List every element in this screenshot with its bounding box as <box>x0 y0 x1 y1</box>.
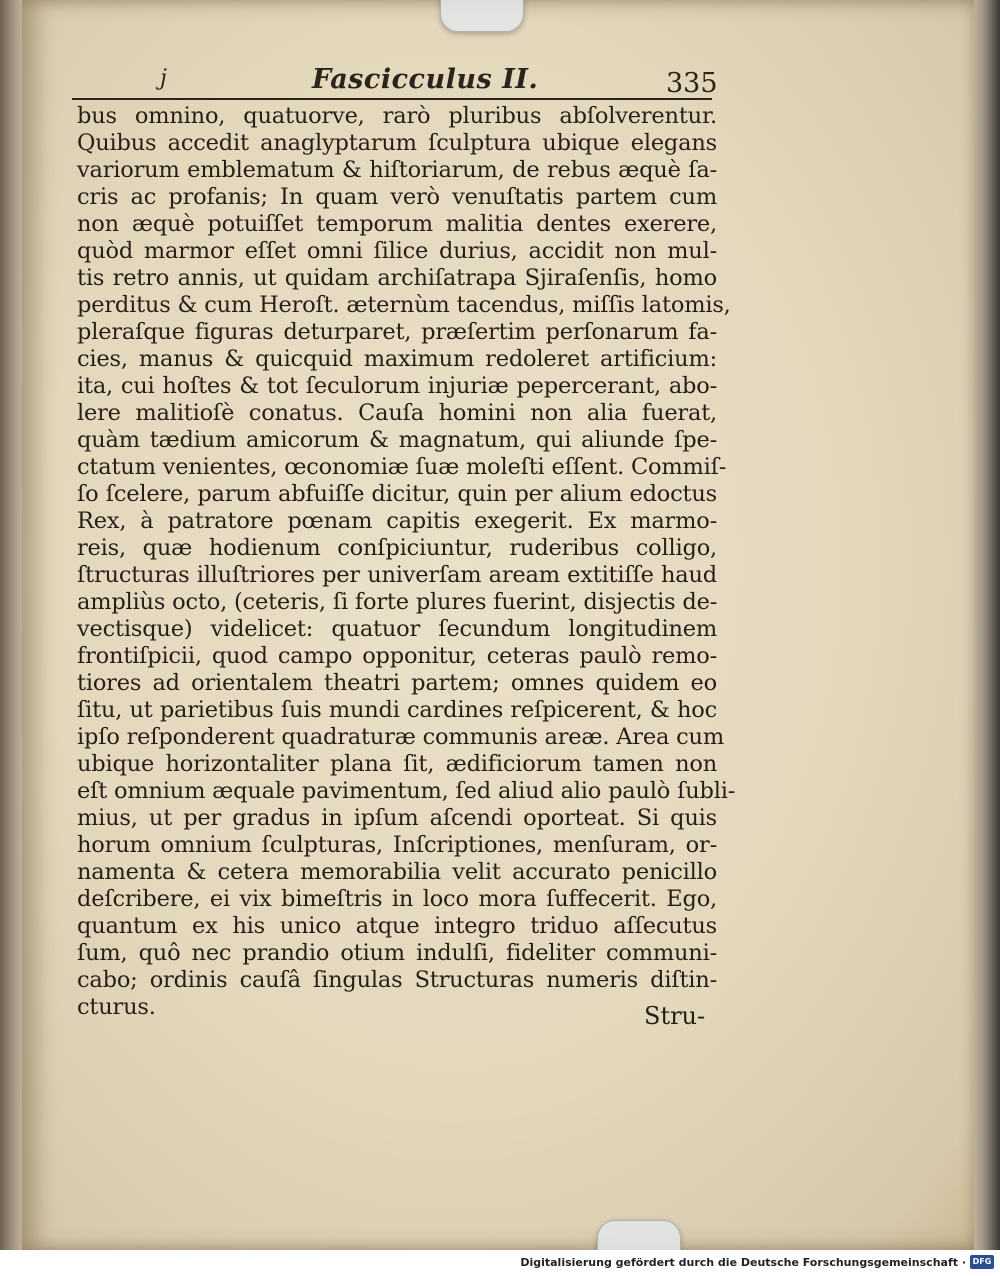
text-line: variorum emblematum & hiſtoriarum, de rebus æquè ſa- <box>77 157 717 183</box>
text-line: ita, cui hoſtes & tot ſeculorum injuriæ pepercerant, abo- <box>77 373 717 399</box>
text-line: reis, quæ hodienum conſpiciuntur, ruderibus colligo, <box>77 535 717 561</box>
text-line: ubique horizontaliter plana ſit, ædificiorum tamen non <box>77 751 717 777</box>
text-line: namenta & cetera memorabilia velit accurato penicillo <box>77 859 717 885</box>
top-clip <box>440 0 524 32</box>
running-head-title: Fascicculus II. <box>312 64 539 95</box>
text-line: ſtructuras illuſtriores per univerſam aream extitiſſe haud <box>77 562 717 588</box>
text-line: cris ac profanis; In quam verò venuſtatis partem cum <box>77 184 717 210</box>
body-text <box>77 103 736 1021</box>
text-line: Quibus accedit anaglyptarum ſculptura ubique elegans <box>77 130 717 156</box>
text-line: cabo; ordinis cauſâ ſingulas Structuras numeris diſtin- <box>77 967 717 993</box>
text-line: Rex, à patratore pœnam capitis exegerit. Ex marmo- <box>77 508 717 534</box>
text-line: horum omnium ſculpturas, Inſcriptiones, menſuram, or- <box>77 832 717 858</box>
running-head-mark: j <box>160 66 167 91</box>
page-edge-shadow <box>974 0 1000 1250</box>
text-line: mius, ut per gradus in ipſum aſcendi oporteat. Si quis <box>77 805 717 831</box>
text-line: ſo ſcelere, parum abfuiſſe dicitur, quin per alium edoctus <box>77 481 717 507</box>
text-line: eſt omnium æquale pavimentum, ſed aliud alio paulò ſubli- <box>77 778 736 804</box>
text-line: tis retro annis, ut quidam archiſatrapa Sjiraſenſis, homo <box>77 265 717 291</box>
text-line: frontiſpicii, quod campo opponitur, ceteras paulò remo- <box>77 643 717 669</box>
text-line: cturus. <box>77 994 156 1020</box>
text-line: pleraſque figuras deturparet, præſertim perſonarum fa- <box>77 319 717 345</box>
text-line: quàm tædium amicorum & magnatum, qui aliunde ſpe- <box>77 427 717 453</box>
text-line: ipſo reſponderent quadraturæ communis areæ. Area cum <box>77 724 724 750</box>
text-line: vectisque) videlicet: quatuor ſecundum longitudinem <box>77 616 717 642</box>
text-line: cies, manus & quicquid maximum redoleret artificium: <box>77 346 717 372</box>
text-line: ſitu, ut parietibus ſuis mundi cardines reſpicerent, & hoc <box>77 697 717 723</box>
dfg-logo: DFG <box>970 1255 994 1269</box>
text-line: quòd marmor eſſet omni ſilice durius, accidit non mul- <box>77 238 717 264</box>
text-line: ctatum venientes, œconomiæ ſuæ moleſti eſſent. Commiſ- <box>77 454 727 480</box>
catchword: Stru- <box>644 1002 706 1030</box>
text-line: non æquè potuiſſet temporum malitia dentes exerere, <box>77 211 717 237</box>
text-line: tiores ad orientalem theatri partem; omnes quidem eo <box>77 670 717 696</box>
funding-note: Digitalisierung gefördert durch die Deutsche Forschungsgemeinschaft · <box>520 1256 966 1269</box>
page-number: 335 <box>666 68 718 99</box>
book-page <box>22 0 978 1250</box>
text-line: lere malitioſè conatus. Cauſa homini non alia fuerat, <box>77 400 717 426</box>
text-line: bus omnino, quatuorve, rarò pluribus abſolverentur. <box>77 103 717 129</box>
text-line: quantum ex his unico atque integro triduo aſſecutus <box>77 913 717 939</box>
running-head <box>130 62 718 100</box>
text-line: ampliùs octo, (ceteris, ſi forte plures fuerint, disjectis de- <box>77 589 718 615</box>
text-line: perditus & cum Heroſt. æternùm tacendus, miſſis latomis, <box>77 292 731 318</box>
text-line: ſum, quô nec prandio otium indulſi, fideliter communi- <box>77 940 717 966</box>
text-line: deſcribere, ei vix bimeſtris in loco mora ſuffecerit. Ego, <box>77 886 717 912</box>
head-rule <box>72 98 712 100</box>
